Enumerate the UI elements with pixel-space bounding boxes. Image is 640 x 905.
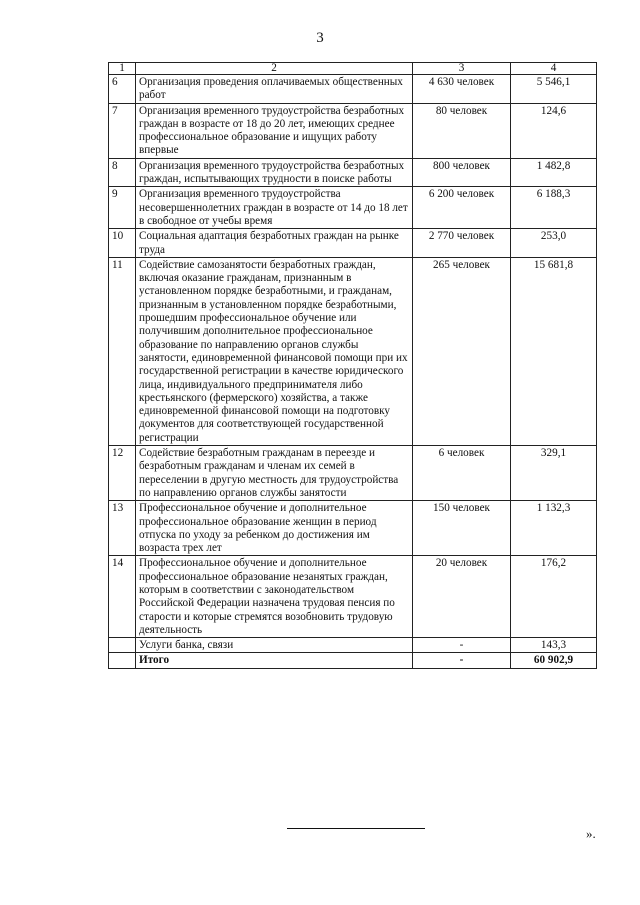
row-number: 7	[109, 103, 136, 158]
row-number	[109, 638, 136, 653]
closing-quote-mark: ».	[586, 826, 596, 841]
row-quantity: 80 человек	[413, 103, 511, 158]
row-amount: 60 902,9	[511, 653, 597, 668]
header-cell-4: 4	[511, 63, 597, 75]
row-number: 6	[109, 75, 136, 104]
row-amount: 1 482,8	[511, 158, 597, 187]
row-description: Услуги банка, связи	[136, 638, 413, 653]
row-quantity: 6 человек	[413, 446, 511, 501]
row-number	[109, 653, 136, 668]
row-number: 14	[109, 556, 136, 638]
row-number: 8	[109, 158, 136, 187]
table-row	[109, 229, 597, 258]
row-amount: 143,3	[511, 638, 597, 653]
row-amount: 5 546,1	[511, 75, 597, 104]
page-number: 3	[316, 30, 324, 46]
table-row	[109, 638, 597, 653]
table-row	[109, 187, 597, 229]
table-row	[109, 158, 597, 187]
row-amount: 15 681,8	[511, 257, 597, 445]
row-amount: 124,6	[511, 103, 597, 158]
table-row	[109, 257, 597, 445]
row-description: Социальная адаптация безработных граждан на рынке труда	[136, 229, 413, 258]
row-quantity: 2 770 человек	[413, 229, 511, 258]
row-amount: 6 188,3	[511, 187, 597, 229]
row-description: Организация временного трудоустройства несовершеннолетних граждан в возрасте от 14 до 18 лет в свободное от учебы время	[136, 187, 413, 229]
row-description: Организация проведения оплачиваемых общественных работ	[136, 75, 413, 104]
table-row	[109, 75, 597, 104]
row-quantity: 6 200 человек	[413, 187, 511, 229]
table-row	[109, 501, 597, 556]
row-description: Итого	[136, 653, 413, 668]
closing-rule-line	[287, 828, 425, 829]
row-quantity: 4 630 человек	[413, 75, 511, 104]
row-description: Профессиональное обучение и дополнительное профессиональное образование женщин в период отпуска по уходу за ребенком до достижения им возраста трех лет	[136, 501, 413, 556]
row-number: 13	[109, 501, 136, 556]
row-amount: 1 132,3	[511, 501, 597, 556]
row-description: Содействие самозанятости безработных граждан, включая оказание гражданам, признанным в установленном порядке безработными, и гражданам, признанным в установленном порядке безработными, прошедшим профессиональное обучение или получившим дополнительное профессиональное образование по направлению органов службы занятости, единовременной финансовой помощи при их государственной регистрации в качестве юридического лица, индивидуального предпринимателя либо крестьянского (фермерского) хозяйства, а также единовременной финансовой помощи на подготовку документов для соответствующей государственной регистрации	[136, 257, 413, 445]
table-row	[109, 446, 597, 501]
row-number: 10	[109, 229, 136, 258]
row-quantity: -	[413, 653, 511, 668]
row-number: 11	[109, 257, 136, 445]
row-amount: 176,2	[511, 556, 597, 638]
table-row	[109, 556, 597, 638]
row-description: Содействие безработным гражданам в переезде и безработным гражданам и членам их семей в переселении в другую местность для трудоустройства по направлению органов службы занятости	[136, 446, 413, 501]
header-cell-1: 1	[109, 63, 136, 75]
row-number: 9	[109, 187, 136, 229]
row-quantity: 20 человек	[413, 556, 511, 638]
row-description: Организация временного трудоустройства безработных граждан в возрасте от 18 до 20 лет, имеющих среднее профессиональное образование и ищущих работу впервые	[136, 103, 413, 158]
table-total-row	[109, 653, 597, 668]
header-cell-3: 3	[413, 63, 511, 75]
header-cell-2: 2	[136, 63, 413, 75]
row-quantity: 800 человек	[413, 158, 511, 187]
row-description: Организация временного трудоустройства безработных граждан, испытывающих трудности в поиске работы	[136, 158, 413, 187]
row-quantity: 265 человек	[413, 257, 511, 445]
budget-table	[108, 62, 597, 669]
table-header-row	[109, 63, 597, 75]
row-amount: 329,1	[511, 446, 597, 501]
table-row	[109, 103, 597, 158]
row-amount: 253,0	[511, 229, 597, 258]
table-body	[109, 63, 597, 669]
row-number: 12	[109, 446, 136, 501]
row-description: Профессиональное обучение и дополнительное профессиональное образование незанятых граждан, которым в соответствии с законодательством Российской Федерации назначена трудовая пенсия по старости и которые стремятся возобновить трудовую деятельность	[136, 556, 413, 638]
row-quantity: 150 человек	[413, 501, 511, 556]
row-quantity: -	[413, 638, 511, 653]
